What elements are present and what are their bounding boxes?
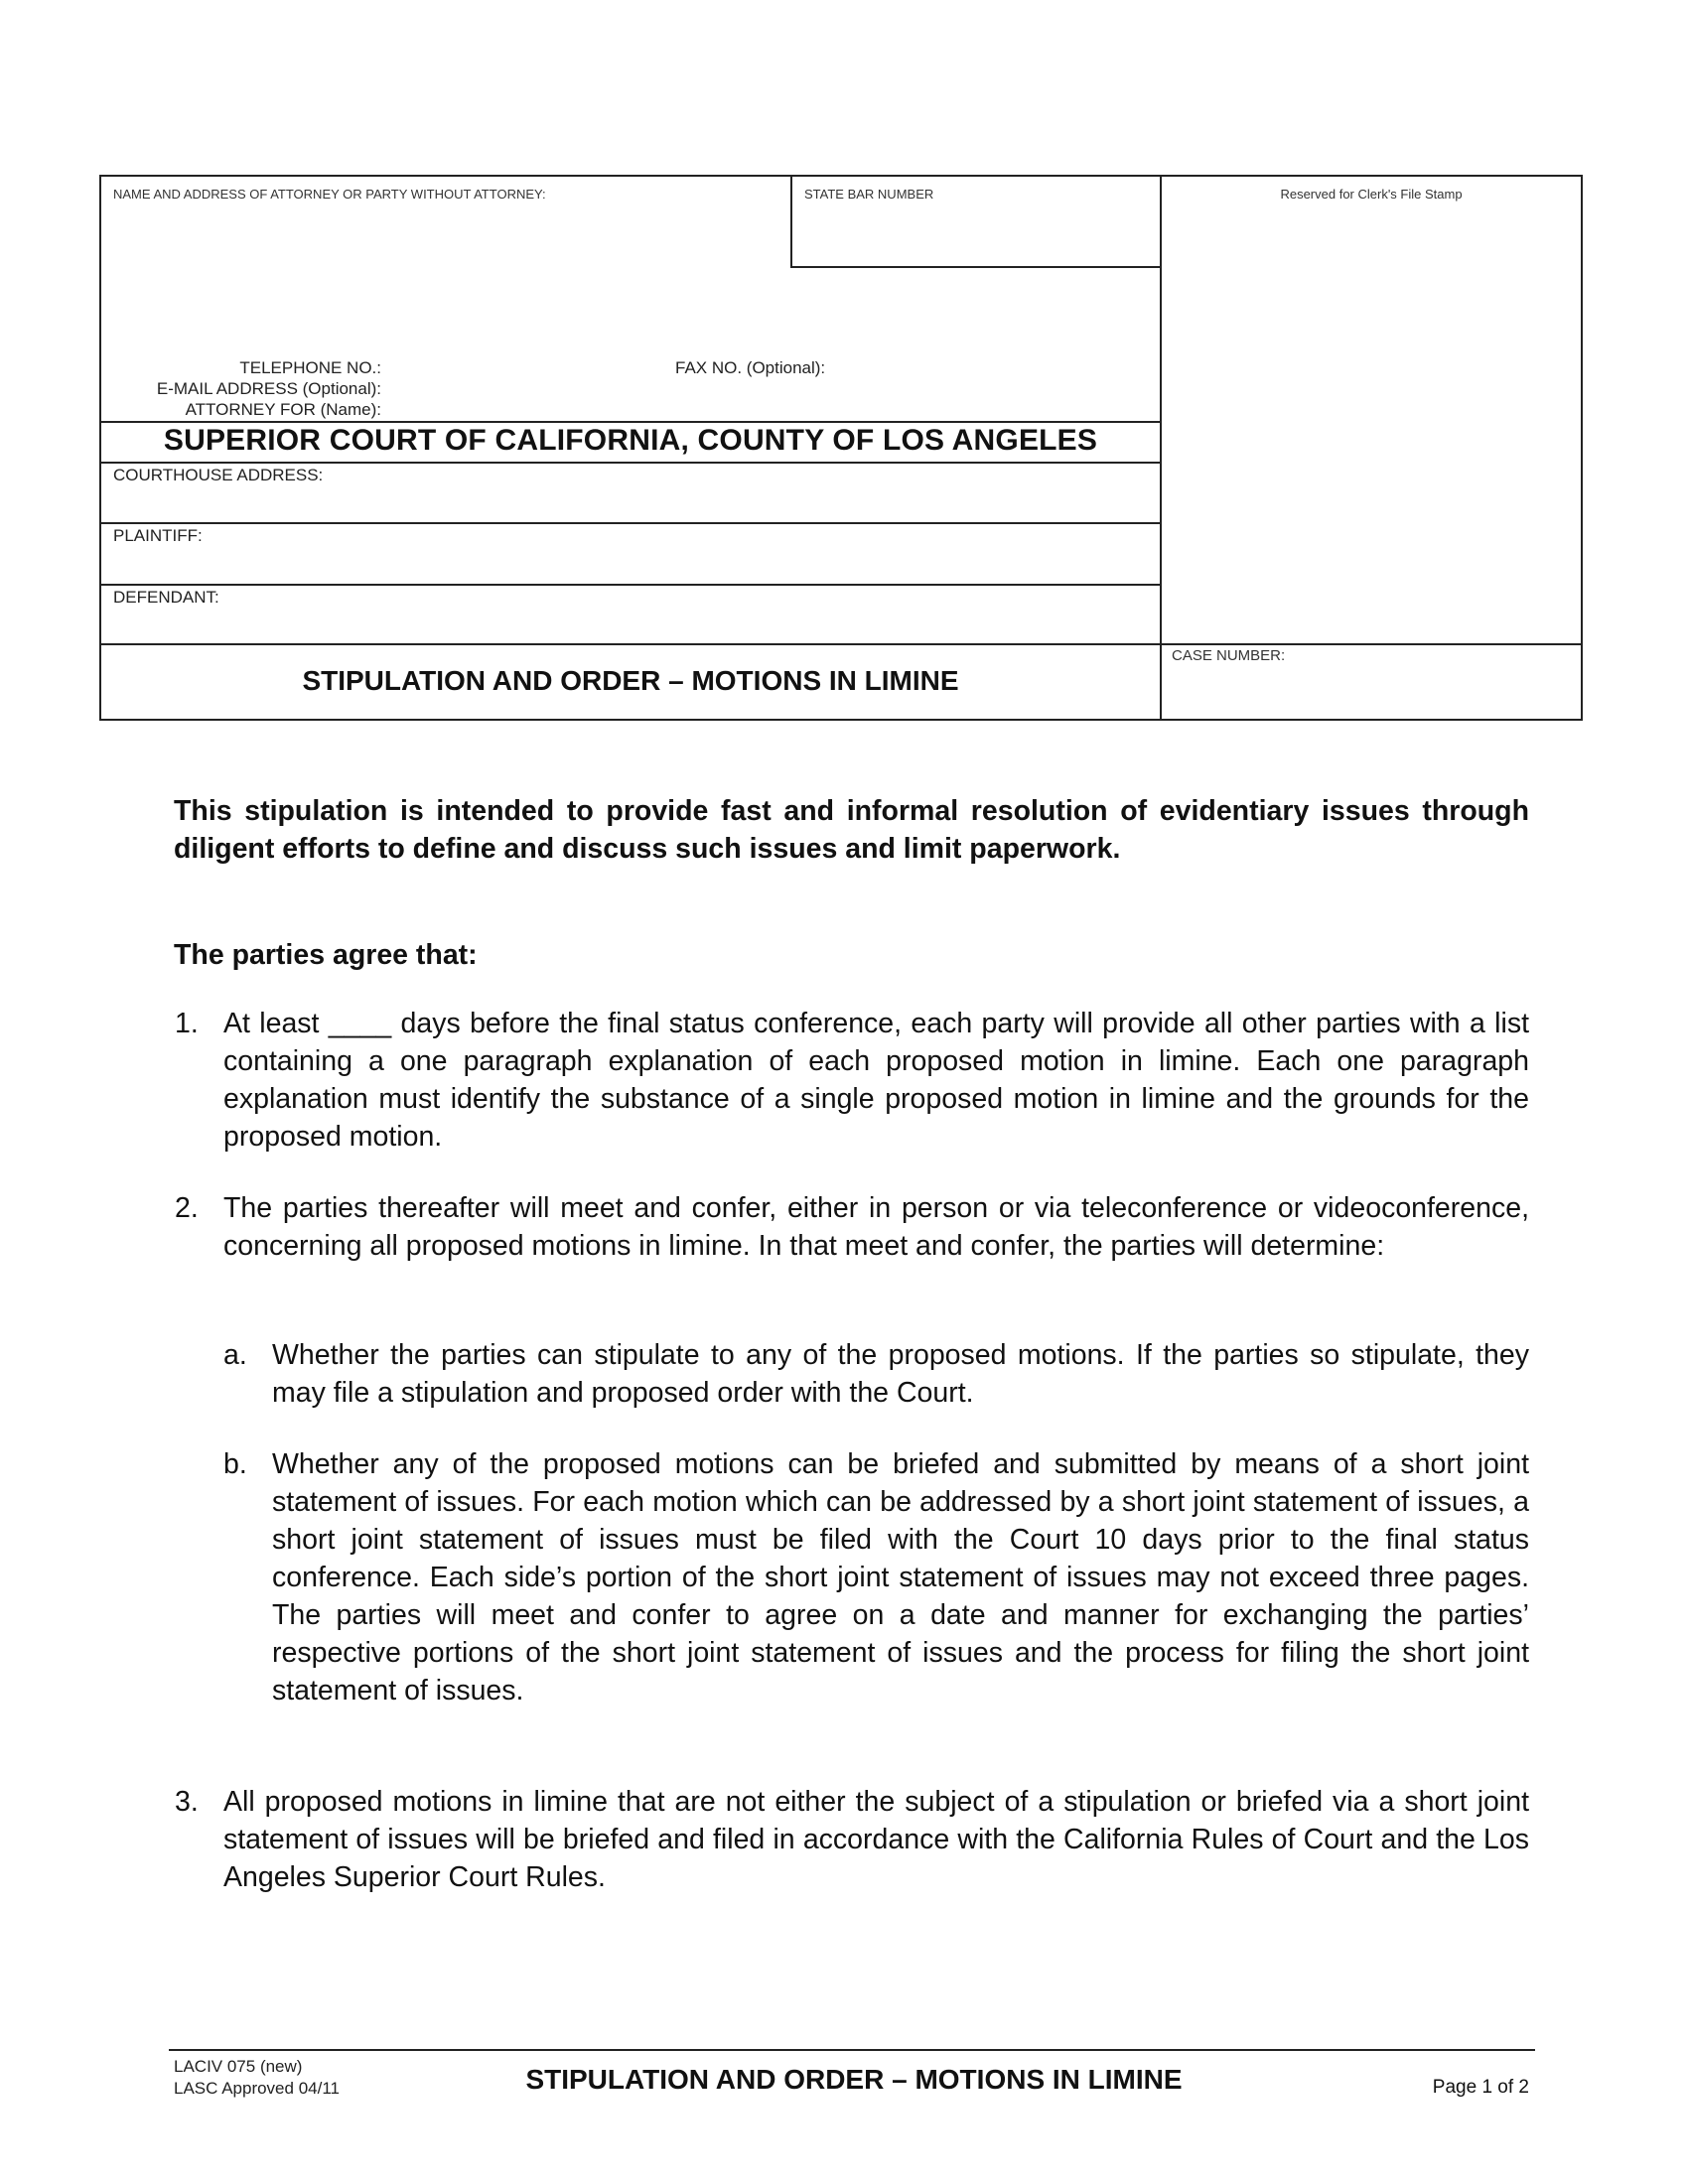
clerk-stamp-label: Reserved for Clerk's File Stamp — [1280, 187, 1463, 202]
telephone-label: TELEPHONE NO.: — [239, 358, 381, 377]
plaintiff-label: PLAINTIFF: — [113, 526, 203, 545]
list-item — [175, 1005, 1529, 1156]
sub-list-item-letter: b. — [223, 1448, 247, 1480]
intro-paragraph: This stipulation is intended to provide fast and informal resolution of evidentiary issues through diligent efforts to define and discuss such issues and limit paperwork. — [174, 795, 1529, 865]
footer-title: STIPULATION AND ORDER – MOTIONS IN LIMINE — [525, 2064, 1183, 2095]
state-bar-label: STATE BAR NUMBER — [804, 187, 934, 202]
sub-list-item — [223, 1445, 1529, 1709]
list-item-text: All proposed motions in limine that are not either the subject of a stipulation or briefed via a short joint statement of issues will be briefed and filed in accordance with the California Rules of Court and the Los Angeles Superior Court Rules. — [223, 1786, 1529, 1893]
sub-list-item-letter: a. — [223, 1339, 247, 1371]
sub-list-item — [223, 1336, 1529, 1412]
agree-heading: The parties agree that: — [174, 939, 478, 971]
list-item-number: 1. — [175, 1008, 199, 1039]
page-number: Page 1 of 2 — [1432, 2077, 1529, 2098]
case-number-label: CASE NUMBER: — [1172, 647, 1286, 664]
list-item-text: The parties thereafter will meet and confer, either in person or via teleconference or videoconference, concerning all proposed motions in limine. In that meet and confer, the parties will determine: — [223, 1192, 1529, 1262]
defendant-label: DEFENDANT: — [113, 588, 219, 607]
form-code: LACIV 075 (new) — [174, 2057, 303, 2076]
court-name: SUPERIOR COURT OF CALIFORNIA, COUNTY OF LOS ANGELES — [163, 424, 1098, 457]
list-item-number: 3. — [175, 1786, 199, 1818]
sub-list-item-text: Whether any of the proposed motions can be briefed and submitted by means of a short joint statement of issues. For each motion which can be addressed by a short joint statement of issues, a short joint statement of issues must be filed with the Court 10 days prior to the final status conference. Each side’s portion of the short joint statement of issues may not exceed three pages. The parties will meet and confer to agree on a date and manner for exchanging the parties’ respective portions of the short joint statement of issues and the process for filing the short joint statement of issues. — [272, 1448, 1529, 1706]
fax-label: FAX NO. (Optional): — [675, 358, 826, 377]
attorney-label: NAME AND ADDRESS OF ATTORNEY OR PARTY WITHOUT ATTORNEY: — [113, 187, 546, 202]
sub-list-item-text: Whether the parties can stipulate to any of the proposed motions. If the parties so stipulate, they may file a stipulation and proposed order with the Court. — [272, 1339, 1529, 1409]
footer-rule — [169, 2049, 1535, 2051]
approved-date: LASC Approved 04/11 — [174, 2079, 340, 2098]
email-label: E-MAIL ADDRESS (Optional): — [156, 379, 381, 398]
form-title: STIPULATION AND ORDER – MOTIONS IN LIMINE — [302, 665, 959, 696]
courthouse-label: COURTHOUSE ADDRESS: — [113, 466, 324, 484]
list-item — [175, 1189, 1529, 1265]
list-item-text: At least ____ days before the final status conference, each party will provide all other parties with a list containing a one paragraph explanation of each proposed motion in limine. Each one paragraph explanation must identify the substance of a single proposed motion in limine and the grounds for the proposed motion. — [223, 1008, 1529, 1153]
list-item — [175, 1783, 1529, 1896]
list-item-number: 2. — [175, 1192, 199, 1224]
attorney-for-label: ATTORNEY FOR (Name): — [185, 400, 381, 419]
